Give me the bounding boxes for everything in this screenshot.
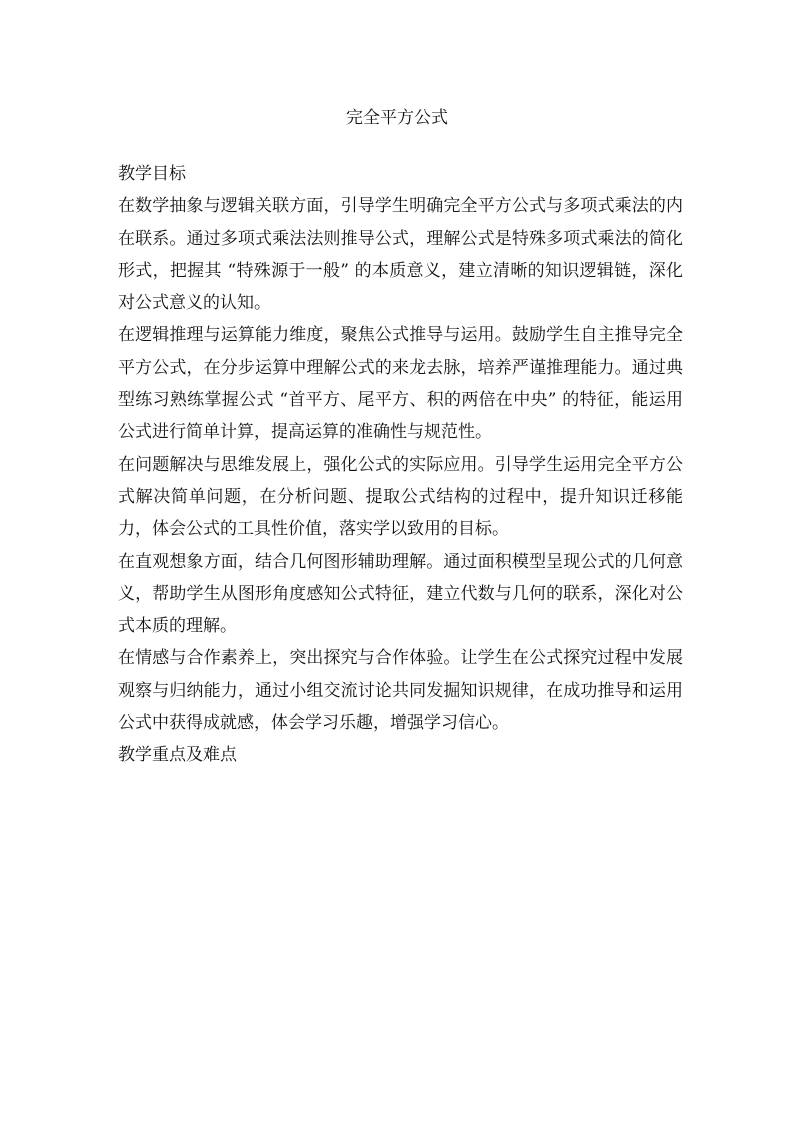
document-body [118,158,683,772]
section-heading-key-points: 教学重点及难点 [118,745,237,766]
paragraph-intuition: 在直观想象方面，结合几何图形辅助理解。通过面积模型呈现公式的几何意义，帮助学生从图形角度感知公式特征，建立代数与几何的联系，深化对公式本质的理解。 [118,551,683,637]
document-title: 完全平方公式 [346,108,448,128]
paragraph-emotion-cooperation: 在情感与合作素养上，突出探究与合作体验。让学生在公式探究过程中发展观察与归纳能力，通过小组交流讨论共同发掘知识规律，在成功推导和运用公式中获得成就感，体会学习乐趣，增强学习信心。 [118,648,683,734]
paragraph-problem-solving: 在问题解决与思维发展上，强化公式的实际应用。引导学生运用完全平方公式解决简单问题，在分析问题、提取公式结构的过程中，提升知识迁移能力，体会公式的工具性价值，落实学以致用的目标。 [118,454,683,540]
section-heading-teaching-objectives: 教学目标 [118,164,186,184]
paragraph-abstraction: 在数学抽象与逻辑关联方面，引导学生明确完全平方公式与多项式乘法的内在联系。通过多项式乘法法则推导公式，理解公式是特殊多项式乘法的简化形式，把握其 “特殊源于一般” 的本质意义，建立清晰的知识逻辑链，深化对公式意义的认知。 [118,196,683,314]
paragraph-reasoning: 在逻辑推理与运算能力维度，聚焦公式推导与运用。鼓励学生自主推导完全平方公式，在分步运算中理解公式的来龙去脉，培养严谨推理能力。通过典型练习熟练掌握公式 “首平方、尾平方、积的两倍在中央” 的特征，能运用公式进行简单计算，提高运算的准确性与规范性。 [118,325,683,443]
